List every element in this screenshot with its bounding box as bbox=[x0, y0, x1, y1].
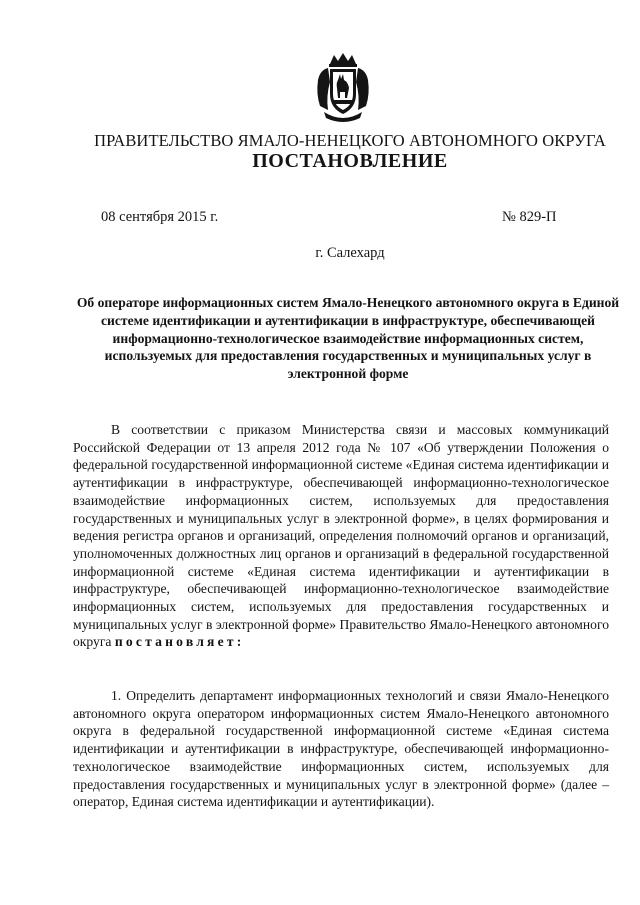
organization-name: ПРАВИТЕЛЬСТВО ЯМАЛО-НЕНЕЦКОГО АВТОНОМНОГО ОКРУГА bbox=[94, 131, 606, 150]
coat-of-arms-icon bbox=[316, 52, 370, 122]
document-date: 08 сентября 2015 г. bbox=[101, 209, 219, 225]
document-city: г. Салехард bbox=[315, 245, 385, 261]
item-1-paragraph: 1. Определить департамент информационных технологий и связи Ямало-Ненецкого автономного округа оператором информационных систем Ямало-Ненецкого автономного округа в федеральной государственной информационной системе «Единая система идентификации и аутентификации в инфраструктуре, обеспечивающей информационно-технологическое взаимодействие информационных систем, используемых для предоставления государственных и муниципальных услуг в электронной форме» (далее – оператор, Единая система идентификации и аутентификации). bbox=[73, 688, 609, 810]
document-number: № 829-П bbox=[502, 209, 557, 225]
preamble-paragraph bbox=[73, 421, 609, 651]
preamble-text: В соответствии с приказом Министерства связи и массовых коммуникаций Российской Федерации от 13 апреля 2012 года № 107 «Об утверждении Положения о федеральной государственной информационной системе «Единая система идентификации и аутентификации в инфраструктуре, обеспечивающей информационно-технологическое взаимодействие информационных систем, используемых для предоставления государственных и муниципальных услуг в электронной форме», в целях формирования и ведения регистра органов и организаций, определения полномочий органов и организаций, уполномоченных должностных лиц органов и организаций в федеральной государственной информационной системе «Единая система идентификации и аутентификации в инфраструктуре, обеспечивающей информационно-технологическое взаимодействие информационных систем, используемых для предоставления государственных и муниципальных услуг в электронной форме» Правительство Ямало-Ненецкого автономного округа bbox=[73, 422, 609, 650]
document-type: ПОСТАНОВЛЕНИЕ bbox=[252, 150, 448, 172]
resolves-word: постановляет: bbox=[114, 634, 245, 650]
document-title: Об операторе информационных систем Ямало-Ненецкого автономного округа в Единой системе идентификации и аутентификации в инфраструктуре, обеспечивающей информационно-технологическое взаимодействие информационных систем, используемых для предоставления государственных и муниципальных услуг в электронной форме bbox=[76, 295, 620, 382]
